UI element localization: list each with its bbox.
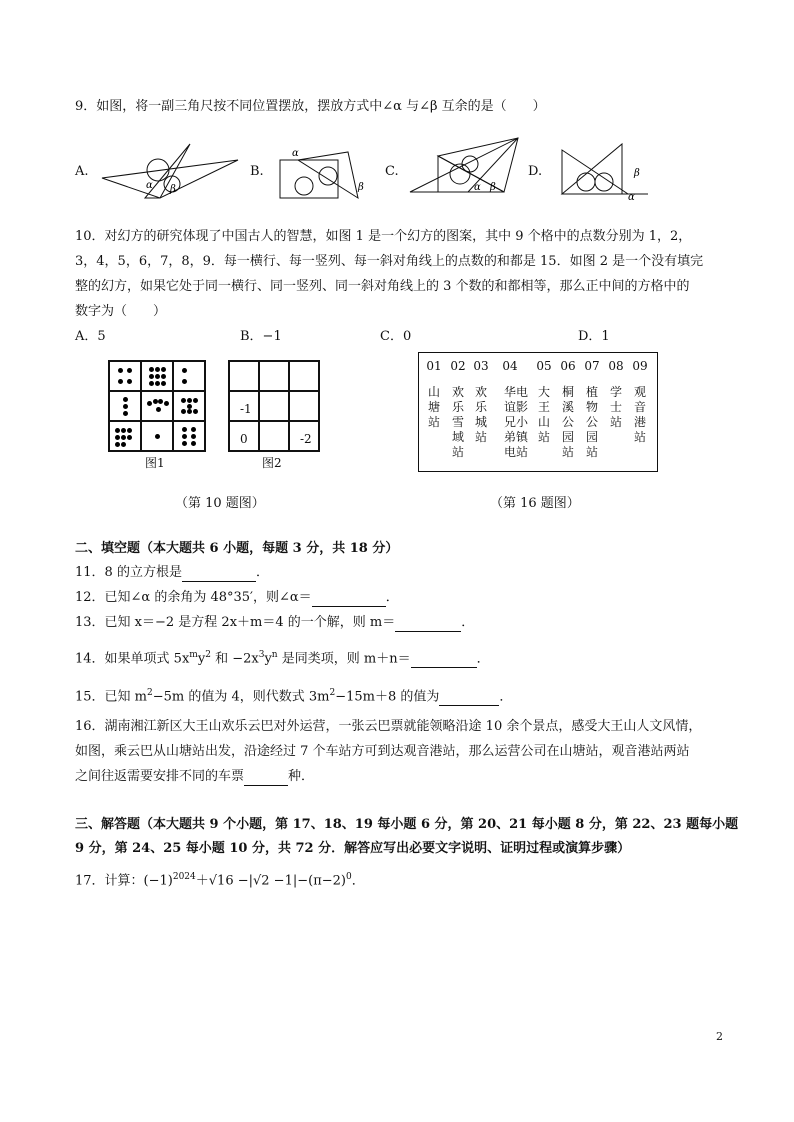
dot	[121, 435, 126, 440]
dot	[191, 434, 196, 439]
q10-line2: 3，4，5，6，7，8，9．每一横行、每一竖列、每一斜对角线上的点数的和都是 15．如图 2 是一个没有填完	[75, 254, 704, 269]
dot	[123, 397, 128, 402]
q9-option-b: B.	[250, 164, 264, 179]
cell-5	[141, 391, 173, 421]
fig2-value-2: 0	[240, 432, 248, 446]
station-col-7: 07 植 物 公 园 站	[581, 359, 603, 460]
q9-figure-c	[408, 134, 520, 202]
cell-1	[141, 421, 173, 451]
q10-option-b: B．−1	[240, 329, 282, 344]
alpha-b: α	[292, 148, 299, 159]
dot	[127, 379, 132, 384]
q13: 13．已知 x＝−2 是方程 2x＋m＝4 的一个解，则 m＝ ．	[75, 615, 475, 630]
beta-a: β	[170, 184, 176, 195]
dots-9	[142, 362, 172, 390]
dots-2	[174, 362, 204, 390]
fig2-value-1: -1	[240, 402, 252, 416]
station-name-9: 学 士 站	[609, 385, 622, 429]
dot	[193, 398, 198, 403]
q9-figure-a	[100, 140, 240, 202]
q10-option-c: C．0	[380, 329, 412, 344]
beta-c: β	[490, 182, 496, 193]
q10-line4: 数字为（ ）	[75, 304, 167, 319]
q15-answer-blank[interactable]	[439, 691, 499, 706]
q14-answer-blank[interactable]	[411, 653, 477, 668]
dot	[182, 379, 187, 384]
dot	[191, 441, 196, 446]
cell-4	[109, 361, 141, 391]
dot	[149, 367, 154, 372]
q12: 12．已知∠α 的余角为 48°35′，则∠α＝ ．	[75, 590, 399, 605]
alpha-a: α	[146, 180, 153, 191]
station-col-1: 01 山 塘 站	[423, 359, 445, 430]
station-name-2: 欢 乐 雪 域 站	[451, 385, 464, 459]
q11: 11．8 的立方根是 ．	[75, 565, 269, 580]
dots-4	[110, 362, 140, 390]
station-col-6: 06 桐 溪 公 园 站	[557, 359, 579, 460]
dots-6	[174, 422, 204, 450]
dot	[115, 442, 120, 447]
dot	[181, 409, 186, 414]
dot	[118, 379, 123, 384]
q10-option-d: D．1	[578, 329, 610, 344]
dot	[182, 434, 187, 439]
station-col-4a: 04 华 谊 兄 弟 电	[499, 359, 521, 460]
dot	[182, 427, 187, 432]
station-figure	[418, 352, 658, 472]
alpha-c: α	[474, 182, 481, 193]
q16-line1: 16．湖南湘江新区大王山欢乐云巴对外运营，一张云巴票就能领略沿途 10 余个景点，感受大王山人文风情，	[75, 719, 702, 734]
station-name-1: 山 塘 站	[427, 385, 440, 429]
q13-answer-blank[interactable]	[395, 617, 461, 632]
dot	[161, 381, 166, 386]
q16-answer-blank[interactable]	[244, 771, 288, 786]
dots-1	[142, 422, 172, 450]
q17: 17．计算：$(-1)^{2024}+√16 -|√2 -1|-(\pi-2)^0$．	[75, 872, 365, 889]
dot	[191, 427, 196, 432]
q9-option-d: D.	[528, 164, 543, 179]
q14: 14．如果单项式 $5x^my^2$ 和 $-2x^3y^n$ 是同类项，则 m＋n＝ ．	[75, 650, 490, 667]
page-number: 2	[716, 1030, 723, 1043]
section3-title-line2: 9 分，第 24、25 每小题 10 分，共 72 分．解答应写出必要文字说明、证明过程或演算步骤）	[75, 841, 631, 856]
magic-square-fig1	[108, 360, 206, 452]
q15: 15．已知 $m^2-5m$ 的值为 4，则代数式 $3m^2-15m+8$ 的值为 ．	[75, 688, 513, 705]
station-col-3: 03 欢 乐 城 站	[470, 359, 492, 445]
station-col-2: 02 欢 乐 雪 域 站	[447, 359, 469, 460]
station-col-9: 09 观 音 港 站	[629, 359, 651, 445]
station-col-4b	[511, 359, 533, 460]
q9-figure-d	[558, 140, 654, 202]
beta-d: β	[634, 168, 640, 179]
dot	[123, 411, 128, 416]
dot	[147, 401, 152, 406]
station-col-5: 05 大 王 山 站	[533, 359, 555, 445]
station-name-5: 电 影 小 镇 站	[515, 385, 528, 459]
dot	[127, 368, 132, 373]
station-name-10: 观 音 港 站	[633, 385, 646, 444]
fig2-value-3: -2	[300, 432, 312, 446]
dots-3	[110, 392, 140, 420]
dot	[149, 381, 154, 386]
fig2-caption: 图2	[262, 456, 282, 470]
station-name-7: 桐 溪 公 园 站	[561, 385, 574, 459]
dots-8	[110, 422, 140, 450]
dot	[187, 404, 192, 409]
station-name-4: 华 谊 兄 弟 电	[503, 385, 516, 459]
section3-title-line1: 三、解答题（本大题共 9 个小题，第 17、18、19 每小题 6 分，第 20、21 每小题 8 分，第 22、23 题每小题	[75, 817, 739, 832]
dot	[121, 428, 126, 433]
dots-5	[142, 392, 172, 420]
dot	[182, 441, 187, 446]
cell-2	[173, 361, 205, 391]
cell-9	[141, 361, 173, 391]
section2-title: 二、填空题（本大题共 6 小题，每题 3 分，共 18 分）	[75, 541, 399, 556]
station-name-3: 欢 乐 城 站	[474, 385, 487, 444]
station-name-8: 植 物 公 园 站	[585, 385, 598, 459]
dot	[118, 368, 123, 373]
dot	[181, 398, 186, 403]
dot	[182, 368, 187, 373]
q16-line2: 如图，乘云巴从山塘站出发，沿途经过 7 个车站方可到达观音港站，那么运营公司在山塘站，观音港站两站	[75, 744, 690, 759]
dot	[155, 434, 160, 439]
q9-figure-b	[278, 140, 378, 202]
q9-option-a: A.	[75, 164, 89, 179]
q9-option-c: C.	[385, 164, 399, 179]
q10-line3: 整的幻方，如果它处于同一横行、同一竖列、同一斜对角线上的 3 个数的和都相等，那么正中间的方格中的	[75, 279, 690, 294]
q12-answer-blank[interactable]	[312, 592, 386, 607]
dot	[115, 435, 120, 440]
dot	[123, 404, 128, 409]
dot	[164, 401, 169, 406]
dot	[155, 367, 160, 372]
dot	[161, 374, 166, 379]
beta-b: β	[358, 182, 364, 193]
q10-line1: 10．对幻方的研究体现了中国古人的智慧，如图 1 是一个幻方的图案，其中 9 个格中的点数分别为 1，2，	[75, 229, 692, 244]
alpha-d: α	[628, 192, 635, 202]
dots-7	[174, 392, 204, 420]
dot	[127, 435, 132, 440]
magic-square-fig2	[228, 360, 320, 452]
dot	[158, 399, 163, 404]
cell-6	[173, 421, 205, 451]
dot	[149, 374, 154, 379]
dot	[156, 407, 161, 412]
dot	[155, 374, 160, 379]
dot	[187, 398, 192, 403]
dot	[155, 381, 160, 386]
cell-7	[173, 391, 205, 421]
dot	[161, 367, 166, 372]
dot	[115, 428, 120, 433]
q10-option-a: A．5	[75, 329, 106, 344]
cell-8	[109, 421, 141, 451]
q10-fig-caption: （第 10 题图）	[175, 496, 265, 511]
station-name-6: 大 王 山 站	[537, 385, 550, 444]
q9-stem: 9．如图，将一副三角尺按不同位置摆放，摆放方式中∠α 与∠β 互余的是（ ）	[75, 99, 546, 114]
dot	[121, 442, 126, 447]
q16-fig-caption: （第 16 题图）	[490, 496, 580, 511]
dot	[187, 409, 192, 414]
q16-line3: 之间往返需要安排不同的车票 种．	[75, 769, 315, 784]
station-col-8: 08 学 士 站	[605, 359, 627, 430]
dot	[193, 409, 198, 414]
q11-answer-blank[interactable]	[182, 567, 256, 582]
cell-3	[109, 391, 141, 421]
dot	[127, 428, 132, 433]
fig1-caption: 图1	[145, 456, 165, 470]
